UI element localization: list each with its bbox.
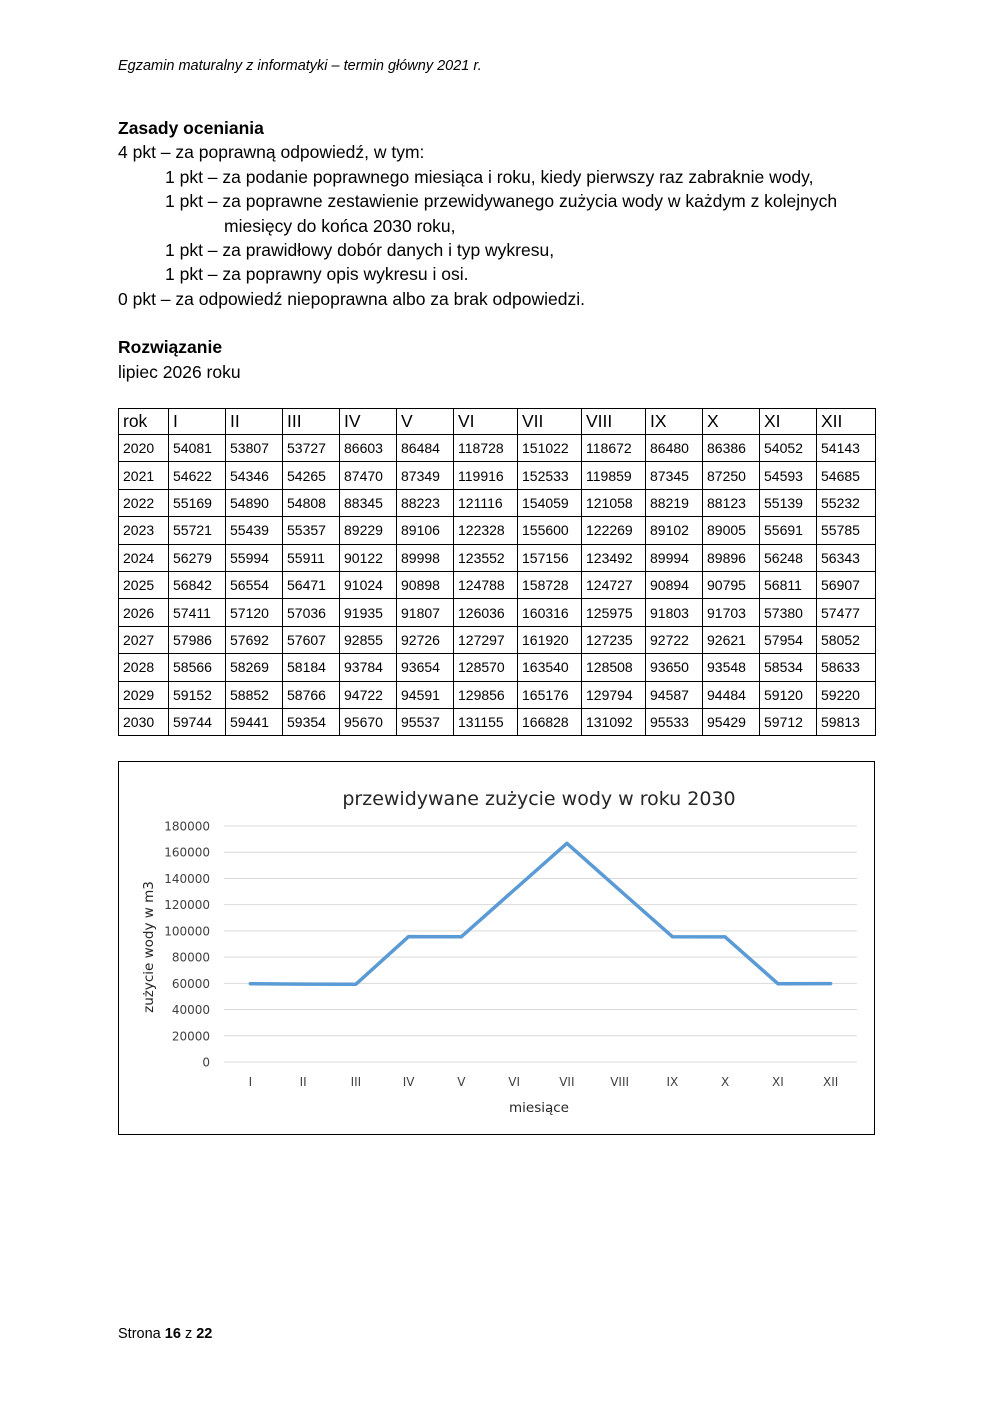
table-cell: 88223 xyxy=(397,489,454,516)
table-header-cell: II xyxy=(226,409,283,435)
grading-item: 1 pkt – za prawidłowy dobór danych i typ wykresu, xyxy=(165,240,555,261)
table-header-cell: XI xyxy=(760,409,817,435)
table-cell: 124788 xyxy=(454,571,518,598)
table-header-cell: VII xyxy=(518,409,582,435)
footer-sep: z xyxy=(184,1326,193,1342)
table-cell: 123492 xyxy=(582,544,646,571)
table-cell: 59744 xyxy=(169,708,226,735)
data-point xyxy=(724,935,727,938)
table-cell: 2020 xyxy=(119,435,169,462)
table-cell: 122328 xyxy=(454,517,518,544)
x-tick-label: II xyxy=(299,1075,307,1089)
table-cell: 131092 xyxy=(582,708,646,735)
table-header-cell: IV xyxy=(340,409,397,435)
table-cell: 93654 xyxy=(397,654,454,681)
table-cell: 90894 xyxy=(646,571,703,598)
table-cell: 57954 xyxy=(760,626,817,653)
x-tick-label: IV xyxy=(402,1075,415,1089)
table-cell: 125975 xyxy=(582,599,646,626)
table-cell: 57477 xyxy=(817,599,876,626)
table-cell: 89102 xyxy=(646,517,703,544)
table-cell: 166828 xyxy=(518,708,582,735)
table-row xyxy=(119,626,876,653)
table-cell: 53807 xyxy=(226,435,283,462)
table-cell: 92855 xyxy=(340,626,397,653)
x-tick-label: III xyxy=(350,1075,362,1089)
table-cell: 126036 xyxy=(454,599,518,626)
table-cell: 54052 xyxy=(760,435,817,462)
table-cell: 93548 xyxy=(703,654,760,681)
x-tick-label: XII xyxy=(822,1075,839,1089)
table-cell: 2026 xyxy=(119,599,169,626)
table-cell: 89106 xyxy=(397,517,454,544)
x-tick-label: IX xyxy=(666,1075,679,1089)
table-cell: 56554 xyxy=(226,571,283,598)
table-cell: 90795 xyxy=(703,571,760,598)
y-tick-label: 40000 xyxy=(171,1003,210,1018)
table-cell: 90122 xyxy=(340,544,397,571)
x-tick-label: X xyxy=(721,1075,730,1089)
x-axis-label: miesiące xyxy=(509,1100,569,1116)
solution-heading: Rozwiązanie xyxy=(118,337,223,358)
table-cell: 87349 xyxy=(397,462,454,489)
table-cell: 91024 xyxy=(340,571,397,598)
table-cell: 160316 xyxy=(518,599,582,626)
table-cell: 55994 xyxy=(226,544,283,571)
table-cell: 2021 xyxy=(119,462,169,489)
table-cell: 95429 xyxy=(703,708,760,735)
data-point xyxy=(671,935,674,938)
table-cell: 88123 xyxy=(703,489,760,516)
table-cell: 91803 xyxy=(646,599,703,626)
y-tick-label: 160000 xyxy=(164,845,210,860)
table-row xyxy=(119,489,876,516)
table-cell: 57411 xyxy=(169,599,226,626)
table-cell: 95537 xyxy=(397,708,454,735)
table-cell: 54143 xyxy=(817,435,876,462)
table-header-cell: IX xyxy=(646,409,703,435)
table-cell: 95670 xyxy=(340,708,397,735)
table-cell: 94587 xyxy=(646,681,703,708)
table-cell: 89896 xyxy=(703,544,760,571)
grading-item: 1 pkt – za podanie poprawnego miesiąca i roku, kiedy pierwszy raz zabraknie wody, xyxy=(165,166,814,187)
table-cell: 57380 xyxy=(760,599,817,626)
table-cell: 86480 xyxy=(646,435,703,462)
table-cell: 55439 xyxy=(226,517,283,544)
data-point xyxy=(776,982,779,985)
table-row xyxy=(119,435,876,462)
table-cell: 55169 xyxy=(169,489,226,516)
footer-page-number: 16 xyxy=(164,1326,181,1342)
table-cell: 2022 xyxy=(119,489,169,516)
table-cell: 87250 xyxy=(703,462,760,489)
table-cell: 157156 xyxy=(518,544,582,571)
table-cell: 54890 xyxy=(226,489,283,516)
data-point xyxy=(249,982,252,985)
table-cell: 58766 xyxy=(283,681,340,708)
table-cell: 55139 xyxy=(760,489,817,516)
x-tick-label: VII xyxy=(559,1075,575,1089)
table-row xyxy=(119,544,876,571)
table-header-cell: XII xyxy=(817,409,876,435)
table-cell: 58852 xyxy=(226,681,283,708)
table-header-cell: X xyxy=(703,409,760,435)
y-tick-label: 0 xyxy=(202,1055,210,1070)
table-cell: 59354 xyxy=(283,708,340,735)
table-cell: 55911 xyxy=(283,544,340,571)
y-tick-label: 100000 xyxy=(164,924,210,939)
table-cell: 56471 xyxy=(283,571,340,598)
x-tick-label: VI xyxy=(508,1075,520,1089)
table-row xyxy=(119,654,876,681)
table-cell: 94722 xyxy=(340,681,397,708)
table-cell: 89998 xyxy=(397,544,454,571)
table-cell: 95533 xyxy=(646,708,703,735)
data-point xyxy=(618,889,621,892)
table-cell: 129794 xyxy=(582,681,646,708)
table-cell: 58184 xyxy=(283,654,340,681)
page-footer xyxy=(118,1326,212,1342)
table-cell: 58269 xyxy=(226,654,283,681)
table-cell: 122269 xyxy=(582,517,646,544)
table-cell: 54685 xyxy=(817,462,876,489)
table-cell: 57692 xyxy=(226,626,283,653)
footer-prefix: Strona xyxy=(118,1326,161,1342)
table-cell: 59220 xyxy=(817,681,876,708)
table-cell: 94591 xyxy=(397,681,454,708)
table-cell: 58566 xyxy=(169,654,226,681)
y-axis-label: zużycie wody w m3 xyxy=(141,881,157,1013)
table-cell: 151022 xyxy=(518,435,582,462)
table-cell: 58633 xyxy=(817,654,876,681)
table-cell: 56279 xyxy=(169,544,226,571)
x-tick-label: V xyxy=(457,1075,466,1089)
table-cell: 56907 xyxy=(817,571,876,598)
table-cell: 57120 xyxy=(226,599,283,626)
grading-heading: Zasady oceniania xyxy=(118,118,264,138)
chart-title: przewidywane zużycie wody w roku 2030 xyxy=(342,788,736,810)
table-cell: 121116 xyxy=(454,489,518,516)
table-row xyxy=(119,681,876,708)
data-point xyxy=(829,982,832,985)
table-cell: 92726 xyxy=(397,626,454,653)
table-cell: 92722 xyxy=(646,626,703,653)
data-point xyxy=(513,889,516,892)
table-row xyxy=(119,462,876,489)
data-point xyxy=(460,935,463,938)
table-row xyxy=(119,599,876,626)
y-tick-label: 20000 xyxy=(171,1029,210,1044)
table-cell: 129856 xyxy=(454,681,518,708)
y-tick-label: 140000 xyxy=(164,871,210,886)
table-cell: 128570 xyxy=(454,654,518,681)
table-cell: 86386 xyxy=(703,435,760,462)
data-point xyxy=(565,842,568,845)
table-cell: 57607 xyxy=(283,626,340,653)
table-row xyxy=(119,571,876,598)
table-header-cell: I xyxy=(169,409,226,435)
table-cell: 119916 xyxy=(454,462,518,489)
grading-item: 1 pkt – za poprawne zestawienie przewidywanego zużycia wody w każdym z kolejnych miesięcy do końca 2030 roku, xyxy=(165,191,838,236)
table-header-cell: VIII xyxy=(582,409,646,435)
table-cell: 54265 xyxy=(283,462,340,489)
table-cell: 2025 xyxy=(119,571,169,598)
table-cell: 155600 xyxy=(518,517,582,544)
table-cell: 55232 xyxy=(817,489,876,516)
table-cell: 57986 xyxy=(169,626,226,653)
footer-total-pages: 22 xyxy=(196,1326,213,1342)
table-cell: 56842 xyxy=(169,571,226,598)
table-cell: 54593 xyxy=(760,462,817,489)
table-cell: 55721 xyxy=(169,517,226,544)
table-cell: 92621 xyxy=(703,626,760,653)
grading-total: 4 pkt – za poprawną odpowiedź, w tym: xyxy=(118,142,425,163)
table-cell: 91703 xyxy=(703,599,760,626)
table-header-cell: VI xyxy=(454,409,518,435)
table-cell: 53727 xyxy=(283,435,340,462)
table-cell: 55357 xyxy=(283,517,340,544)
table-cell: 89994 xyxy=(646,544,703,571)
table-cell: 154059 xyxy=(518,489,582,516)
table-cell: 93650 xyxy=(646,654,703,681)
table-cell: 2023 xyxy=(119,517,169,544)
table-header-cell: rok xyxy=(119,409,169,435)
table-cell: 58534 xyxy=(760,654,817,681)
table-cell: 56248 xyxy=(760,544,817,571)
table-cell: 119859 xyxy=(582,462,646,489)
page-header: Egzamin maturalny z informatyki – termin główny 2021 r. xyxy=(118,58,482,74)
table-cell: 54622 xyxy=(169,462,226,489)
table-cell: 127235 xyxy=(582,626,646,653)
table-cell: 59441 xyxy=(226,708,283,735)
grading-item: 1 pkt – za poprawny opis wykresu i osi. xyxy=(165,264,469,285)
table-row xyxy=(119,708,876,735)
table-cell: 128508 xyxy=(582,654,646,681)
data-point xyxy=(354,983,357,986)
table-cell: 161920 xyxy=(518,626,582,653)
table-cell: 158728 xyxy=(518,571,582,598)
y-tick-label: 120000 xyxy=(164,898,210,913)
y-tick-label: 80000 xyxy=(171,950,210,965)
table-cell: 163540 xyxy=(518,654,582,681)
table-cell: 87345 xyxy=(646,462,703,489)
y-tick-label: 60000 xyxy=(171,976,210,991)
data-point xyxy=(407,935,410,938)
solution-answer: lipiec 2026 roku xyxy=(118,361,241,382)
table-cell: 93784 xyxy=(340,654,397,681)
water-usage-chart xyxy=(118,761,875,1135)
water-usage-table xyxy=(118,408,876,736)
table-cell: 127297 xyxy=(454,626,518,653)
table-cell: 88219 xyxy=(646,489,703,516)
table-cell: 123552 xyxy=(454,544,518,571)
table-cell: 86603 xyxy=(340,435,397,462)
grading-zero: 0 pkt – za odpowiedź niepoprawna albo za brak odpowiedzi. xyxy=(118,288,585,309)
table-cell: 55691 xyxy=(760,517,817,544)
table-cell: 118672 xyxy=(582,435,646,462)
table-header-cell: III xyxy=(283,409,340,435)
table-cell: 2029 xyxy=(119,681,169,708)
x-tick-label: XI xyxy=(771,1075,784,1089)
table-cell: 91807 xyxy=(397,599,454,626)
table-cell: 121058 xyxy=(582,489,646,516)
x-tick-label: VIII xyxy=(610,1075,630,1089)
table-cell: 94484 xyxy=(703,681,760,708)
table-cell: 57036 xyxy=(283,599,340,626)
table-cell: 59120 xyxy=(760,681,817,708)
table-cell: 59152 xyxy=(169,681,226,708)
table-cell: 124727 xyxy=(582,571,646,598)
table-cell: 89005 xyxy=(703,517,760,544)
table-cell: 118728 xyxy=(454,435,518,462)
table-cell: 59712 xyxy=(760,708,817,735)
table-cell: 152533 xyxy=(518,462,582,489)
data-point xyxy=(302,983,305,986)
table-cell: 89229 xyxy=(340,517,397,544)
table-cell: 88345 xyxy=(340,489,397,516)
table-cell: 2028 xyxy=(119,654,169,681)
table-cell: 2024 xyxy=(119,544,169,571)
table-cell: 86484 xyxy=(397,435,454,462)
y-tick-label: 180000 xyxy=(164,819,210,834)
table-cell: 58052 xyxy=(817,626,876,653)
table-cell: 56811 xyxy=(760,571,817,598)
table-cell: 2030 xyxy=(119,708,169,735)
table-cell: 91935 xyxy=(340,599,397,626)
grading-section xyxy=(118,116,878,384)
table-cell: 131155 xyxy=(454,708,518,735)
table-row xyxy=(119,517,876,544)
table-cell: 54081 xyxy=(169,435,226,462)
table-cell: 56343 xyxy=(817,544,876,571)
table-cell: 165176 xyxy=(518,681,582,708)
table-header-row xyxy=(119,409,876,435)
table-cell: 2027 xyxy=(119,626,169,653)
table-header-cell: V xyxy=(397,409,454,435)
table-cell: 90898 xyxy=(397,571,454,598)
table-cell: 54808 xyxy=(283,489,340,516)
table-cell: 59813 xyxy=(817,708,876,735)
x-tick-label: I xyxy=(248,1075,253,1089)
chart-svg xyxy=(119,762,874,1134)
table-cell: 55785 xyxy=(817,517,876,544)
table-cell: 54346 xyxy=(226,462,283,489)
table-cell: 87470 xyxy=(340,462,397,489)
series-line xyxy=(250,843,830,984)
